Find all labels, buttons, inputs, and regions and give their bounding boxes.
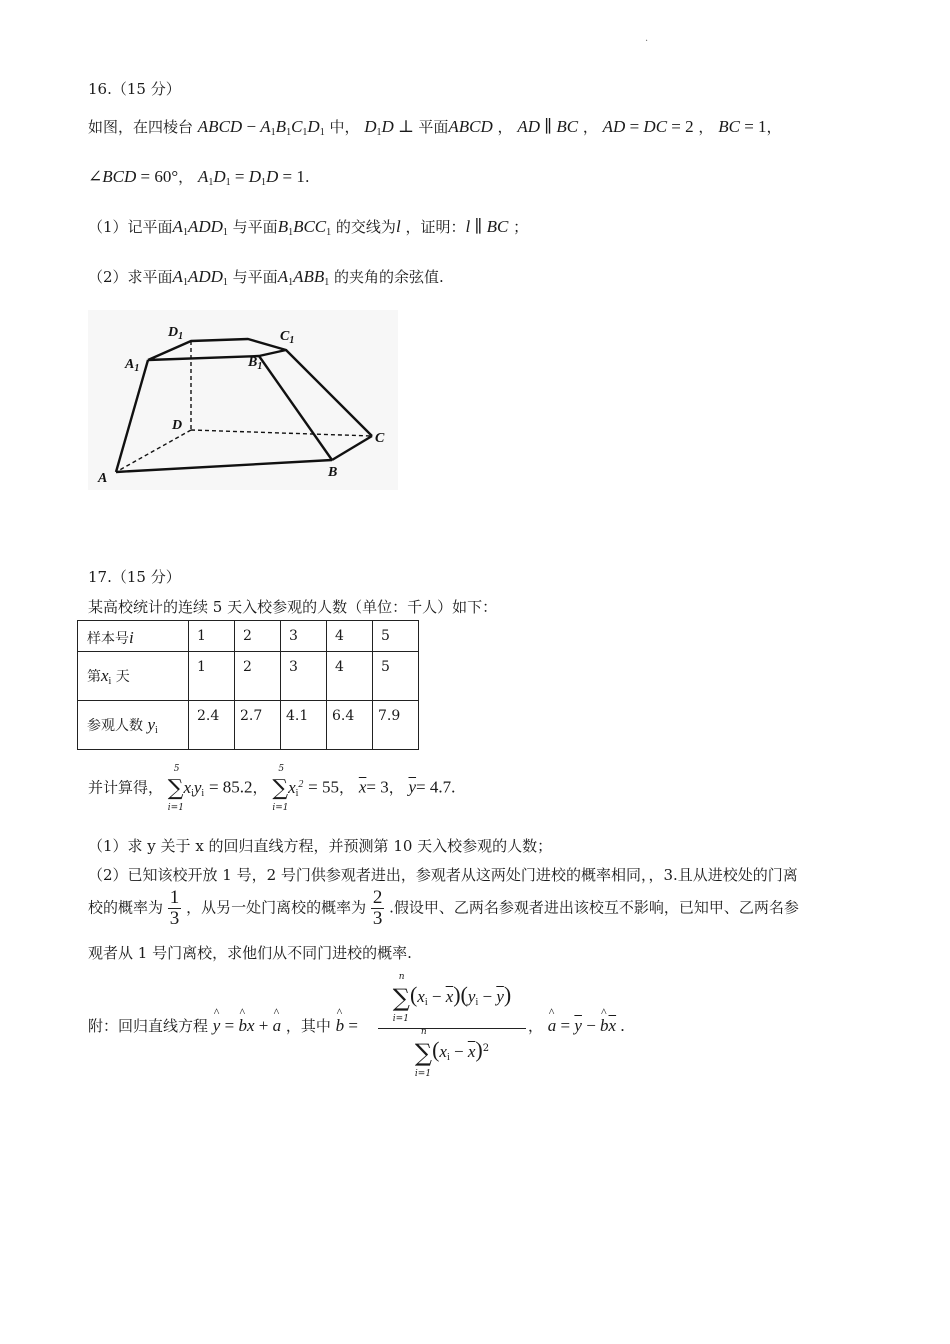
q16-intro-line1: 如图，在四棱台 ABCD − $A_1B_1C_1D_1$ 中， $D_1D$ ⊥ 平面ABCD ， AD ∥ BC ， AD = DC = 2 ， BC = 1， <box>88 117 782 138</box>
q16-intro-prefix: 如图，在四棱台 <box>88 118 194 136</box>
q17-appendix: 附：回归直线方程 ^ y = ^ bx + ^ a ，其中 ^ b = <box>88 1015 358 1036</box>
table-cell: 1 <box>189 652 235 701</box>
table-cell: 3 <box>281 652 327 701</box>
table-cell: 5 <box>373 652 419 701</box>
table-cell: 1 <box>189 621 235 652</box>
table-cell: 4.1 <box>281 701 327 750</box>
table-cell: 6.4 <box>327 701 373 750</box>
fraction-two-thirds: $\frac{2}{3}$ <box>372 887 383 929</box>
frustum-figure <box>88 310 398 490</box>
label-A1: $A_1$ <box>125 357 140 374</box>
table-cell: 2.4 <box>189 701 235 750</box>
table-header-cell: 样本号i <box>78 621 189 652</box>
q16-part2: （2）求平面$A_1ADD_1$ 与平面$A_1ABB_1$ 的夹角的余弦值. <box>88 267 444 288</box>
table-cell: 2 <box>235 652 281 701</box>
q17-part2-line1: （2）已知该校开放 1 号，2 号门供参观者进出，参观者从这两处门进校的概率相同，，3.且从进校处的门离 <box>88 866 798 884</box>
table-cell: 2 <box>235 621 281 652</box>
q16-intro-mid: 中， <box>329 118 360 136</box>
table-header-cell: 参观人数 $y_i$ <box>78 701 189 750</box>
label-C1: $C_1$ <box>280 329 295 346</box>
label-C: C <box>375 431 385 446</box>
data-table <box>77 620 419 750</box>
intercept-formula: ， ^ $a = \overline{y}$ − ^ $b\overline{x}$ . <box>528 1015 625 1036</box>
table-row <box>78 652 419 701</box>
regression-fraction: ∑ n i=1 $(x_i - \overline{x})(y_i - \overline{y})$ ∑ n i=1 $(x_i - \overline{x})^2$ <box>378 982 526 1081</box>
q17-intro: 某高校统计的连续 5 天入校参观的人数（单位：千人）如下： <box>88 598 498 616</box>
top-dot: · <box>645 36 649 47</box>
table-row <box>78 621 419 652</box>
table-header-cell: 第$x_i$ 天 <box>78 652 189 701</box>
q17-calc-line: 并计算得， ∑ 5 i=1 $x_iy_i = 85.2$， ∑ 5 i=1 $x_i^2 = 55$， $\overline{x}= 3$， $\overline{y}= 4.7$. <box>88 764 456 813</box>
table-row <box>78 701 419 750</box>
label-A: A <box>98 471 108 486</box>
table-cell: 2.7 <box>235 701 281 750</box>
table-cell: 3 <box>281 621 327 652</box>
label-D: D <box>172 418 183 433</box>
table-cell: 7.9 <box>373 701 419 750</box>
q17-part1: （1）求 y 关于 x 的回归直线方程，并预测第 10 天入校参观的人数； <box>88 837 553 855</box>
table-cell: 4 <box>327 621 373 652</box>
q16-intro-line2: ∠BCD = 60°， $A_1D_1 = D_1D = 1$. <box>88 167 310 188</box>
q16-header: 16.（15 分） <box>88 80 181 98</box>
q17-header: 17.（15 分） <box>88 568 181 586</box>
label-B: B <box>328 465 338 480</box>
q17-part2-line2: 校的概率为 $\frac{1}{3}$ ，从另一处门离校的概率为 $\frac{2}{3}$ .假设甲、乙两名参观者进出该校互不影响，已知甲、乙两名参 <box>88 887 799 929</box>
label-B1: $B_1$ <box>248 355 263 372</box>
q17-part2-line3: 观者从 1 号门离校，求他们从不同门进校的概率. <box>88 944 412 962</box>
table-cell: 5 <box>373 621 419 652</box>
q16-part1: （1）记平面$A_1ADD_1$ 与平面$B_1BCC_1$ 的交线为l ，证明：l ∥ BC ； <box>88 217 529 238</box>
label-D1: $D_1$ <box>168 325 184 342</box>
table-cell: 4 <box>327 652 373 701</box>
fraction-one-third: $\frac{1}{3}$ <box>169 887 180 929</box>
